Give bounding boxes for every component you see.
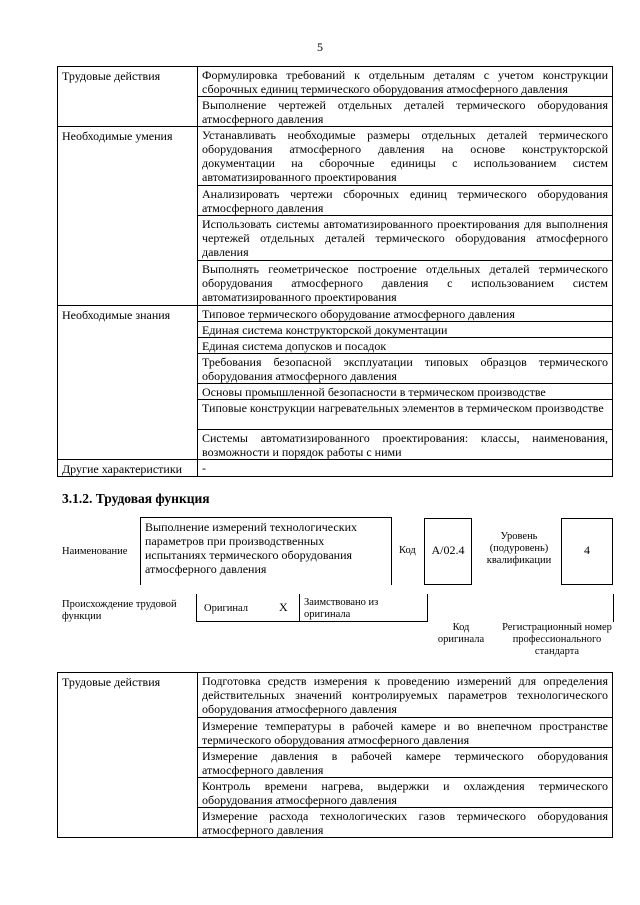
table-cell: Контроль времени нагрева, выдержки и охлаждения термического оборудования атмосферного давления [198,778,613,808]
table-cell: Подготовка средств измерения к проведению измерений для определения действительных значений контролируемых параметров технологического оборудования атмосферного давления [198,673,613,718]
origin-label: Происхождение трудовой функции [62,599,177,622]
table-cell: Использовать системы автоматизированного проектирования для выполнения чертежей отдельных деталей термического оборудования атмосферного давления [198,216,613,261]
table-cell: Выполнение чертежей отдельных деталей термического оборудования атмосферного давления [198,97,613,127]
requirements-table [57,66,613,477]
table-cell: Устанавливать необходимые размеры отдельных деталей термического оборудования атмосферного давления на основе конструкторской документации на сборочные единицы с использованием систем автоматизированного проектирования [198,127,613,186]
table-cell: Измерение давления в рабочей камере термического оборудования атмосферного давления [198,748,613,778]
table-cell: Основы промышленной безопасности в термическом производстве [198,384,613,400]
reg-caption: Регистрационный номер профессионального стандарта [502,622,612,657]
table-cell: Требования безопасной эксплуатации типовых образцов термического оборудования атмосферного давления [198,354,613,384]
code-label: Код [399,545,416,556]
page-number: 5 [317,40,323,54]
row-label: Необходимые умения [58,127,198,306]
table-cell: - [198,460,613,477]
function-code: А/02.4 [424,518,472,585]
original-mark: X [279,600,288,614]
actions-table [57,672,613,838]
level-label: Уровень (подуровень) квалификации [486,531,552,566]
table-cell: Единая система конструкторской документации [198,322,613,338]
table-cell: Единая система допусков и посадок [198,338,613,354]
table-cell: Формулировка требований к отдельным деталям с учетом конструкции сборочных единиц термического оборудования атмосферного давления [198,67,613,97]
row-label: Необходимые знания [58,306,198,460]
table-cell: Выполнять геометрическое построение отдельных деталей термического оборудования атмосферного давления с использованием систем автоматизированного проектирования [198,261,613,306]
row-label: Другие характеристики [58,460,198,477]
function-name: Выполнение измерений технологических параметров при производственных испытаниях термического оборудования атмосферного давления [140,517,392,585]
table-cell: Измерение температуры в рабочей камере и во внепечном пространстве термического оборудования атмосферного давления [198,718,613,748]
table-cell: Измерение расхода технологических газов термического оборудования атмосферного давления [198,808,613,838]
table-cell: Типовые конструкции нагревательных элементов в термическом производстве [198,400,613,430]
borrowed-label: Заимствовано из оригинала [304,597,379,620]
row-label: Трудовые действия [58,673,198,838]
section-heading: 3.1.2. Трудовая функция [62,491,210,506]
level-value: 4 [561,518,613,585]
table-cell: Анализировать чертежи сборочных единиц термического оборудования атмосферного давления [198,186,613,216]
name-label: Наименование [62,546,128,557]
table-cell: Системы автоматизированного проектирования: классы, наименования, возможности и порядок работы с ними [198,430,613,460]
row-label: Трудовые действия [58,67,198,127]
code-caption: Код оригинала [437,622,485,645]
table-cell: Типовое термического оборудование атмосферного давления [198,306,613,322]
original-label: Оригинал [204,603,248,614]
